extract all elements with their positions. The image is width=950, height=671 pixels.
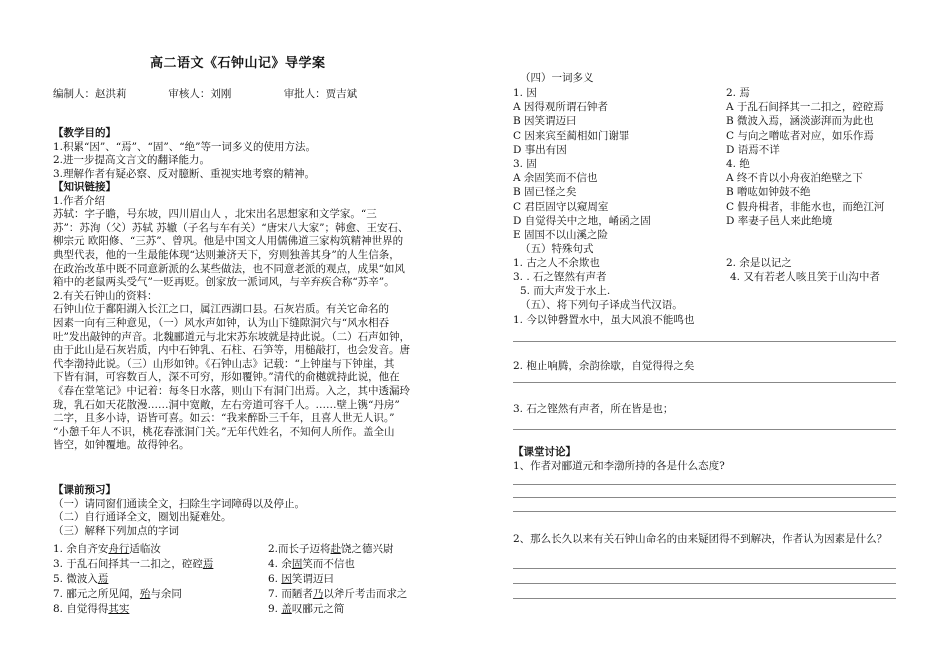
- answer-line[interactable]: [513, 497, 896, 498]
- knowledge-section: [53, 181, 410, 453]
- mountain-info-line: “小憩千年人不识，桃花春涨洞门关。”无年代姓名，不知何人所作。盖全山: [53, 425, 395, 438]
- word-underlined: 其实: [108, 603, 130, 615]
- polysemy-option: A 余固笑而不信也: [513, 172, 598, 185]
- answer-line[interactable]: [513, 484, 896, 485]
- discussion-question: 1、作者对郦道元和李渤所持的各是什么态度?: [513, 460, 725, 472]
- word-underlined: 舟行: [108, 543, 130, 555]
- preview-item: （二）自行通译全文，圈划出疑难处。: [53, 511, 232, 524]
- polysemy-group-yan: [726, 86, 884, 157]
- mountain-info-subheading: 2.有关石钟山的资料：: [53, 289, 158, 302]
- polysemy-option: D 自觉得关中之地，崤函之固: [513, 214, 651, 227]
- mountain-info-line: 吐”发出敲钟的声音。北魏郦道元与北宋苏东坡就是持此说。（二）石声如钟，: [53, 330, 411, 343]
- polysemy-group-yin: [513, 86, 629, 157]
- discussion-heading: 【课堂讨论】: [513, 446, 576, 458]
- polysemy-group-gu: [513, 157, 651, 242]
- preview-section: [53, 484, 305, 538]
- goal-item: 1.积累“因”、“焉”、“固”、“绝”等一词多义的使用方法。: [53, 140, 316, 153]
- mountain-info-line: 由于此山是石灰岩质，内中石钟乳、石柱、石笋等，用槌敲打，也会发音。唐: [53, 344, 410, 357]
- word-underlined: 焉: [97, 573, 109, 585]
- word-underlined: 因: [281, 573, 292, 585]
- polysemy-word: 3. 固: [513, 158, 537, 170]
- word-item: 4. 余固笑而不信也: [268, 558, 355, 570]
- word-item: 9. 盖叹郦元之简: [268, 603, 345, 615]
- word-underlined: 乃: [312, 588, 324, 600]
- special-item: 5. 而大声发于水上.: [520, 285, 611, 297]
- author-intro-line: 苏”：苏洵（父）苏轼 苏辙（子名与车有关）“唐宋八大家”；韩愈、王安石、: [53, 221, 409, 234]
- polysemy-option: C 与向之噌吰者对应，如乐作焉: [726, 129, 874, 142]
- polysemy-word: 1. 因: [513, 87, 537, 99]
- preview-item: （一）请同窗们通读全文，扫除生字词障碍以及停止。: [53, 497, 305, 510]
- polysemy-option: D 事出有因: [513, 143, 567, 156]
- polysemy-option: B 固已怪之矣: [513, 186, 577, 199]
- polysemy-option: E 固国不以山溪之险: [513, 228, 609, 241]
- discussion-question: 2、那么长久以来有关石钟山命名的由来疑团得不到解决，作者认为因素是什么？: [513, 533, 888, 545]
- polysemy-option: D 率妻子邑人来此绝境: [726, 214, 833, 227]
- answer-line[interactable]: [513, 511, 896, 512]
- author-intro-line: 柳宗元 欧阳修、“三苏”、曾巩。他是中国文人用儒佛道三家构筑精神世界的: [53, 235, 404, 248]
- editor-label: 编制人：赵洪莉: [53, 88, 127, 100]
- polysemy-option: A 于乱石间择其一二扣之，硿硿焉: [726, 101, 884, 114]
- word-underlined: 殆: [139, 588, 151, 600]
- polysemy-option: B 微波入焉，涵淡澎湃而为此也: [726, 115, 874, 128]
- goal-item: 2.进一步提高文言文的翻译能力。: [53, 154, 211, 167]
- mountain-info-line: 下皆有洞，可容数百人，深不可穷，形如覆钟。”清代的俞樾就持此说，他在: [53, 371, 400, 384]
- goal-item: 3.理解作者有疑必察、反对臆断、重视实地考察的精神。: [53, 167, 316, 180]
- page-title: 高二语文《石钟山记》导学案: [150, 56, 326, 71]
- word-item: 7. 郦元之所见闻，殆与余同: [53, 588, 182, 600]
- mountain-info-line: 皆空，如钟覆地。故得钟名。: [53, 439, 190, 452]
- preview-heading: 【课前预习】: [53, 484, 116, 496]
- word-underlined: 固: [291, 558, 303, 570]
- special-item: 2. 余是以记之: [726, 257, 792, 269]
- mountain-info-line: 二字，且多小诗，语皆可喜。如云：“我来醉卧三千年，且喜人世无人识。”: [53, 412, 395, 425]
- word-item: 8. 自觉得得其实: [53, 603, 130, 615]
- polysemy-option: C 君臣固守以窥周室: [513, 200, 609, 213]
- translate-item: 2. 枹止响腾，余韵徐歇，自觉得得之矣: [513, 360, 695, 372]
- mountain-info-line: 代李渤持此说。（三）山形如钟。《石钟山志》记载：“上钟崖与下钟崖，其: [53, 357, 395, 370]
- approver-label: 审批人：贾吉斌: [283, 88, 358, 100]
- polysemy-option: B 因笑谓迈曰: [513, 115, 577, 128]
- mountain-info-line: 石钟山位于鄱阳湖入长江之口，属江西湖口县。石灰岩质。有关它命名的: [53, 303, 389, 316]
- author-intro-line: 在政治改革中既不同意新派的么某些做法，也不同意老派的观点，成果“如风: [53, 262, 405, 275]
- word-item: 6. 因笑谓迈曰: [268, 573, 334, 585]
- word-item: 5. 微波入焉: [53, 573, 109, 585]
- polysemy-option: A 因得观所谓石钟者: [513, 101, 608, 114]
- word-item: 1. 余自齐安舟行适临汝: [53, 543, 161, 555]
- polysemy-option: C 因来宾至蔺相如门谢罪: [513, 129, 630, 142]
- word-item: 7. 而陋者乃以斧斤考击而求之: [268, 588, 408, 600]
- polysemy-heading: （四）一词多义: [520, 72, 594, 84]
- word-underlined: 焉: [202, 558, 214, 570]
- word-underlined: 盖: [281, 603, 292, 615]
- polysemy-word: 4. 绝: [726, 158, 750, 170]
- mountain-info-line: 因素一向有三种意见，（一）风水声如钟，认为山下缝隙洞穴与“风水相吞: [53, 316, 390, 329]
- special-item: 3. . 石之铿然有声者: [513, 271, 607, 283]
- author-intro-line: 典型代表，他的一生最能体现“达则兼济天下，穷则独善其身”的人生信条，: [53, 248, 400, 261]
- reviewer-label: 审核人：刘刚: [168, 88, 232, 100]
- special-item: 1. 古之人不余欺也: [513, 257, 600, 269]
- word-underlined: 赴: [330, 543, 342, 555]
- authors-row: [53, 86, 357, 101]
- goals-heading: 【教学目的】: [53, 127, 116, 139]
- author-intro-line: 苏轼：字子瞻，号东坡，四川眉山人 ，北宋出名思想家和文学家。“三: [53, 208, 377, 221]
- special-heading: （五）特殊句式: [520, 243, 594, 255]
- translate-heading: （五）、将下列句子译成当代汉语。: [520, 299, 683, 311]
- answer-line[interactable]: [513, 382, 896, 383]
- polysemy-word: 2. 焉: [726, 87, 750, 99]
- mountain-info-line: 珑，乳石如天花散漫……洞中宽敞，左右旁道可容千人。……壁上镌“丹房”: [53, 398, 400, 411]
- word-item: 3. 于乱石间择其一二扣之，硿硿焉: [53, 558, 214, 570]
- answer-line[interactable]: [513, 583, 896, 584]
- translate-item: 3. 石之铿然有声者，所在皆是也；: [513, 403, 674, 415]
- word-item: 2.而长子迈将赴饶之德兴尉: [268, 543, 394, 555]
- polysemy-group-jue: [726, 157, 884, 228]
- knowledge-heading: 【知识链接】: [53, 181, 116, 193]
- answer-line[interactable]: [513, 598, 896, 599]
- author-intro-line: 箱中的老鼠两头受气”一贬再贬。创家放一派词风，与辛弃疾合称“苏辛”。: [53, 276, 395, 289]
- goals-section: [53, 127, 316, 181]
- answer-line[interactable]: [513, 341, 896, 342]
- translate-item: 1. 今以钟磬置水中，虽大风浪不能鸣也: [513, 314, 695, 326]
- answer-line[interactable]: [513, 568, 896, 569]
- answer-line[interactable]: [513, 429, 896, 430]
- special-item: 4. 又有若老人咳且笑于山沟中者: [730, 271, 880, 283]
- polysemy-option: A 终不肯以小舟夜泊绝壁之下: [726, 172, 863, 185]
- author-intro-subheading: 1.作者介绍: [53, 194, 106, 207]
- polysemy-option: C 假舟楫者，非能水也，而绝江河: [726, 200, 885, 213]
- preview-item: （三）解释下列加点的字词: [53, 524, 179, 537]
- polysemy-option: B 噌吰如钟鼓不绝: [726, 186, 811, 199]
- mountain-info-line: 《春在堂笔记》中记着：每冬日水落，则山下有洞门出焉。入之，其中透漏玲: [53, 384, 410, 397]
- polysemy-option: D 语焉不详: [726, 143, 780, 156]
